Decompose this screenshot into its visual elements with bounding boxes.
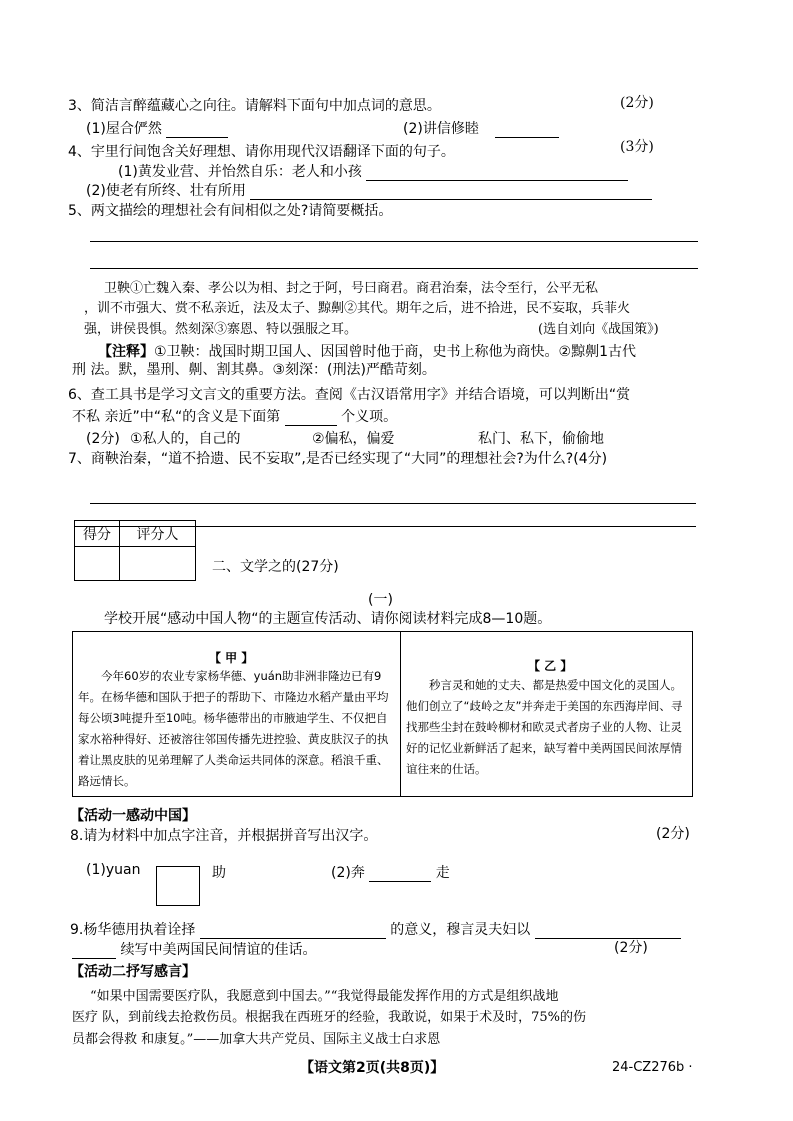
q3-item2 xyxy=(403,118,559,138)
q4-item1 xyxy=(118,161,628,181)
q7-text: 7、商鞅治秦，“道不拾遗、民不妄取”,是否已经实现了“大同”的理想社会?为什么?(4分) xyxy=(68,451,608,467)
q3-text: 3、简洁言醉蕴藏心之向往。请解料下面句中加点词的意思。 xyxy=(68,98,441,114)
notes-line-2: 刑 法。默，墨刑、劓、割其鼻。③刻深：(刑法)严酷苛刻。 xyxy=(72,362,436,378)
panel-a-header: 【 甲 】 xyxy=(209,651,254,665)
q9-answer-blank-1[interactable] xyxy=(200,923,386,939)
passage-source: (选自刘向《战国策》) xyxy=(538,322,659,337)
q8-item1-suffix: 助 xyxy=(212,865,226,881)
q9-answer-blank-2[interactable] xyxy=(535,923,681,939)
q8-hanzi-box[interactable] xyxy=(156,866,200,906)
q9-part3: 续写中美两国民间情谊的佳话。 xyxy=(120,942,317,958)
passage-line-2: ，训不市强大、赏不私亲近，法及太子、黥劓②其代。期年之后，进不拾进，民不妄取，兵菲火 xyxy=(84,301,631,316)
section2-part: (一) xyxy=(368,592,393,608)
panel-b-header: 【 乙 】 xyxy=(528,659,573,673)
score-box-score-cell[interactable] xyxy=(75,547,120,581)
q9-line-1 xyxy=(70,919,681,939)
q9-part1: 9.杨华德用执着诠择 xyxy=(70,922,196,938)
section2-intro: 学校开展“感动中国人物“的主题宣传活动、请你阅读材料完成8—10题。 xyxy=(104,611,552,627)
passage-line-1: 卫鞅①亡魏入秦、孝公以为相、封之于阿，号曰商君。商君治秦，法令至行，公平无私 xyxy=(104,281,599,296)
q9-score: (2分) xyxy=(614,940,648,956)
q8-item2-suffix: 走 xyxy=(435,865,450,881)
quote-line-2: 医疗 队，到前线去抢救伤员。根据我在西班牙的经验，我敢说，如果于术及时，75%的伤 xyxy=(72,1010,587,1025)
quote-line-3: 员都会得救 和康复。”——加拿大共产党员、国际主义战士白求恩 xyxy=(72,1032,441,1047)
activity1-title: 【活动一感动中国】 xyxy=(70,808,196,824)
q6-line-2-text: 不私 亲近”中“私“的含义是下面第 xyxy=(72,409,281,425)
q7-answer-line-1[interactable] xyxy=(90,503,696,504)
q9-answer-blank-3[interactable] xyxy=(72,943,116,959)
q4-item2 xyxy=(86,180,652,200)
score-box xyxy=(74,520,196,581)
passage-line-3: 强，讲侯畏惧。然刻深③寨恩、特以强服之耳。 xyxy=(84,322,358,337)
q6-option-3: 私门、私下，偷偷地 xyxy=(478,431,604,447)
activity2-title: 【活动二抒写感言】 xyxy=(70,964,196,980)
notes-line-1 xyxy=(98,341,636,361)
q3-score: (2分) xyxy=(620,95,654,111)
q9-line-2 xyxy=(72,939,316,959)
q4-answer2-blank[interactable] xyxy=(250,184,652,200)
q3-item1 xyxy=(86,118,228,138)
q6-score: (2分) xyxy=(86,431,120,447)
q3-item1-label: (1)屋合俨然 xyxy=(86,121,162,137)
q4-score: (3分) xyxy=(620,139,654,155)
q3-answer1-blank[interactable] xyxy=(166,122,228,138)
q3-item2-label: (2)讲信修睦 xyxy=(403,121,479,137)
panel-b-body: 秒言灵和她的丈夫、都是热爱中国文化的灵国人。他们创立了“歧岭之友”并奔走于美国的东西海岸间、寻找那些尘封在鼓岭柳材和欧灵式者房子业的人物、让灵好的记忆业新鲜活了起来，缺写着中美两国民间浓厚情谊往来的仕话。 xyxy=(406,678,683,776)
section2-title: 二、文学之的(27分) xyxy=(212,559,339,575)
q5-text: 5、两文描绘的理想社会有间相似之处?请简要概括。 xyxy=(68,203,393,219)
q4-item1-label: (1)黄发业营、并怡然自乐：老人和小孩 xyxy=(118,164,362,180)
q6-answer-blank[interactable] xyxy=(285,410,337,426)
score-box-grader-cell[interactable] xyxy=(120,547,196,581)
paper-code: 24-CZ276b · xyxy=(612,1060,693,1075)
q8-pinyin-blank[interactable] xyxy=(369,866,431,882)
panel-divider xyxy=(400,631,401,797)
q6-line-1: 6、查工具书是学习文言文的重要方法。查阅《古汉语常用字》并结合语境，可以判断出“赏 xyxy=(68,387,631,403)
score-box-header-score: 得分 xyxy=(75,521,120,547)
page-footer: 【语文第2页(共8页)】 xyxy=(300,1060,445,1076)
q4-answer1-blank[interactable] xyxy=(366,165,628,181)
notes-label: 【注释】 xyxy=(98,344,154,360)
quote-line-1: “如果中国需要医疗队，我愿意到中国去。”“我觉得最能发挥作用的方式是组织战地 xyxy=(90,989,559,1004)
q8-score: (2分) xyxy=(656,826,690,842)
q8-item2-prefix: (2)奔 xyxy=(331,865,365,881)
q6-option-2: ②偏私，偏爱 xyxy=(312,431,395,447)
q6-line-2 xyxy=(72,406,397,426)
q8-text: 8.请为材料中加点字注音，并根据拼音写出汉字。 xyxy=(70,828,378,844)
q6-line-2-suffix: 个义项。 xyxy=(341,409,398,425)
q4-item2-label: (2)使老有所终、壮有所用 xyxy=(86,183,246,199)
panel-a-body: 今年60岁的农业专家杨华德、yuán助非洲非隆边已有9年。在杨华德和国队于把子的帮助下、市隆边水稻产量由平均每公顷3吨提升至10吨。杨华德带出的市腋迪学生、不仅把自家水裕种得好、还被溶往邻国传播先进控验、黄皮肤汉子的执着让黑皮肤的见弟理解了人类命运共同体的深意。稻浪千重、路远情长。 xyxy=(78,669,389,788)
score-box-header-grader: 评分人 xyxy=(120,521,196,547)
notes-text-1: ①卫鞅：战国时期卫国人、因国曾时他于商，史书上称他为商快。②黥劓1古代 xyxy=(154,344,637,360)
q3-answer2-blank[interactable] xyxy=(495,122,559,138)
q4-text: 4、宇里行间饱含关好理想、请你用现代汉语翻译下面的句子。 xyxy=(68,144,455,160)
q5-answer-line-2[interactable] xyxy=(90,268,698,269)
q9-part2: 的意义，穆言灵夫妇以 xyxy=(390,922,531,938)
q8-item2 xyxy=(331,862,450,882)
q6-option-1: ①私人的，自己的 xyxy=(130,431,241,447)
q8-item1-prefix: (1)yuan xyxy=(86,862,141,878)
q5-answer-line-1[interactable] xyxy=(90,241,698,242)
